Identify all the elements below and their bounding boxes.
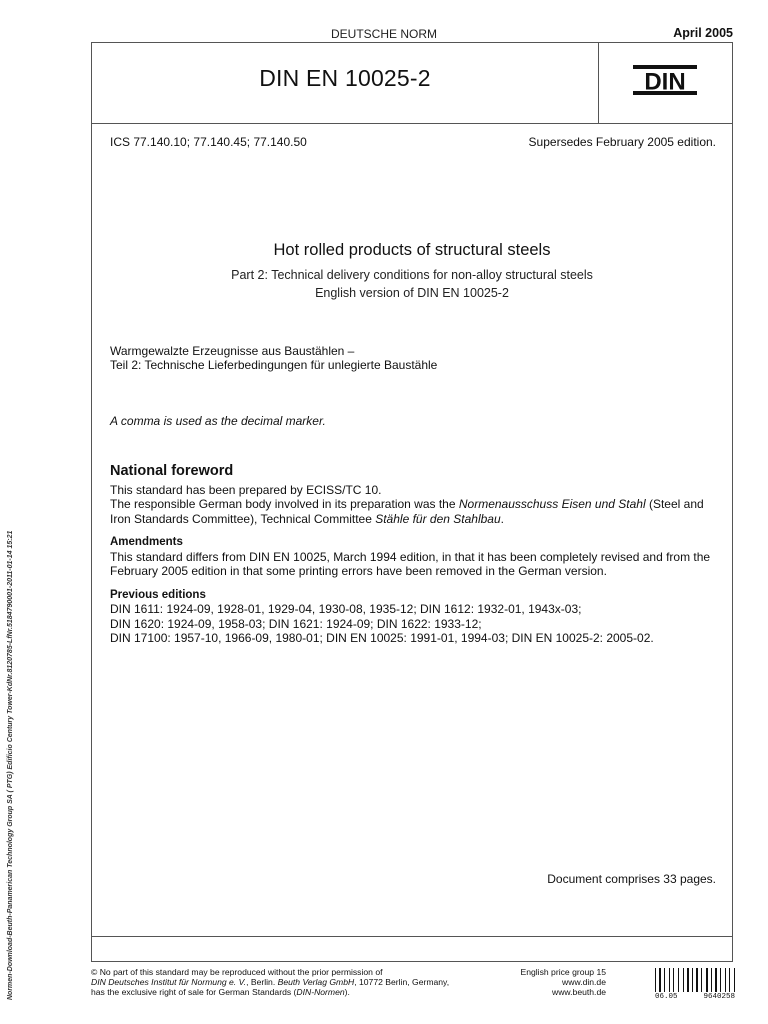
supersedes-note: Supersedes February 2005 edition. bbox=[528, 135, 716, 149]
barcode-bar bbox=[687, 968, 689, 992]
barcode-bar bbox=[729, 968, 730, 992]
footer-divider bbox=[92, 936, 732, 937]
version-title: English version of DIN EN 10025-2 bbox=[315, 286, 509, 300]
german-title-line-1: Warmgewalzte Erzeugnisse aus Baustählen – bbox=[110, 344, 355, 358]
logo-divider bbox=[598, 43, 599, 123]
german-title bbox=[110, 344, 437, 372]
foreword-paragraph-2: The responsible German body involved in its preparation was the Normenausschuss Eisen und Stahl (Steel and Iron Standards Committee), Technical Committee Stähle für den Stahlbau. bbox=[110, 497, 704, 526]
copyright-notice: © No part of this standard may be reproduced without the prior permission of DIN Deutsches Institut für Normung e. V., Berlin. Beuth Verlag GmbH, 10772 Berlin, Germany, has the exclusive right of sale for German Standards (DIN-Normen). bbox=[91, 967, 450, 998]
barcode-bar bbox=[673, 968, 674, 992]
title-block bbox=[92, 241, 732, 302]
amendments-text: This standard differs from DIN EN 10025, March 1994 edition, in that it has been completely revised and from the February 2005 edition in that some printing errors have been removed in the German version. bbox=[110, 549, 711, 578]
barcode-bar bbox=[655, 968, 656, 992]
din-website: www.din.de bbox=[562, 977, 606, 988]
previous-editions-line-1: DIN 1611: 1924-09, 1928-01, 1929-04, 1930-08, 1935-12; DIN 1612: 1932-01, 1943x-03; bbox=[110, 602, 582, 616]
document-frame bbox=[91, 42, 733, 962]
barcode-bar bbox=[664, 968, 665, 992]
barcode-bar bbox=[696, 968, 698, 992]
previous-editions-line-3: DIN 17100: 1957-10, 1966-09, 1980-01; DIN EN 10025: 1991-01, 1994-03; DIN EN 10025-2: 2005-02. bbox=[110, 631, 654, 645]
barcode-bar bbox=[706, 968, 708, 992]
barcode-bar bbox=[678, 968, 679, 992]
header-norm-label: DEUTSCHE NORM bbox=[330, 27, 437, 41]
barcode-bar bbox=[683, 968, 684, 992]
german-title-line-2: Teil 2: Technische Lieferbedingungen für unlegierte Baustähle bbox=[110, 358, 438, 372]
barcode-bar bbox=[659, 968, 661, 992]
page-count: Document comprises 33 pages. bbox=[547, 872, 716, 886]
download-watermark: Normen-Download-Beuth-Panamerican Technology Group SA ( PTG) Edificio Century Tower-KdNr.8120785-LfNr.5184790001-2011-01-14 15:21 bbox=[7, 530, 14, 1000]
previous-editions-heading: Previous editions bbox=[110, 588, 206, 601]
decimal-note: A comma is used as the decimal marker. bbox=[110, 414, 326, 428]
barcode-icon bbox=[655, 968, 735, 992]
amendments-heading: Amendments bbox=[110, 536, 183, 548]
foreword-paragraph-1: This standard has been prepared by ECISS/TC 10. bbox=[110, 482, 382, 497]
barcode-bar bbox=[669, 968, 670, 992]
barcode-bar bbox=[720, 968, 721, 992]
document-number: DIN EN 10025-2 bbox=[259, 65, 431, 91]
foreword-heading: National foreword bbox=[110, 463, 234, 479]
barcode-bar bbox=[734, 968, 735, 992]
barcode-bar bbox=[701, 968, 702, 992]
price-group: English price group 15 bbox=[520, 967, 606, 977]
din-logo bbox=[633, 65, 697, 95]
ics-codes: ICS 77.140.10; 77.140.45; 77.140.50 bbox=[110, 135, 307, 149]
barcode-bar bbox=[692, 968, 693, 992]
barcode-bar bbox=[711, 968, 712, 992]
barcode-bar bbox=[715, 968, 717, 992]
national-foreword bbox=[110, 464, 720, 646]
price-and-web bbox=[440, 967, 606, 998]
part-title: Part 2: Technical delivery conditions for non-alloy structural steels bbox=[231, 268, 593, 282]
header-date: April 2005 bbox=[673, 26, 733, 40]
header-divider bbox=[92, 123, 732, 124]
svg-text:DIN: DIN bbox=[644, 68, 686, 95]
main-title: Hot rolled products of structural steels bbox=[273, 241, 551, 259]
barcode-bar bbox=[725, 968, 726, 992]
previous-editions-line-2: DIN 1620: 1924-09, 1958-03; DIN 1621: 1924-09; DIN 1622: 1933-12; bbox=[110, 616, 482, 631]
barcode-number: 06.05 9640258 bbox=[655, 993, 735, 1001]
beuth-website: www.beuth.de bbox=[552, 987, 606, 998]
